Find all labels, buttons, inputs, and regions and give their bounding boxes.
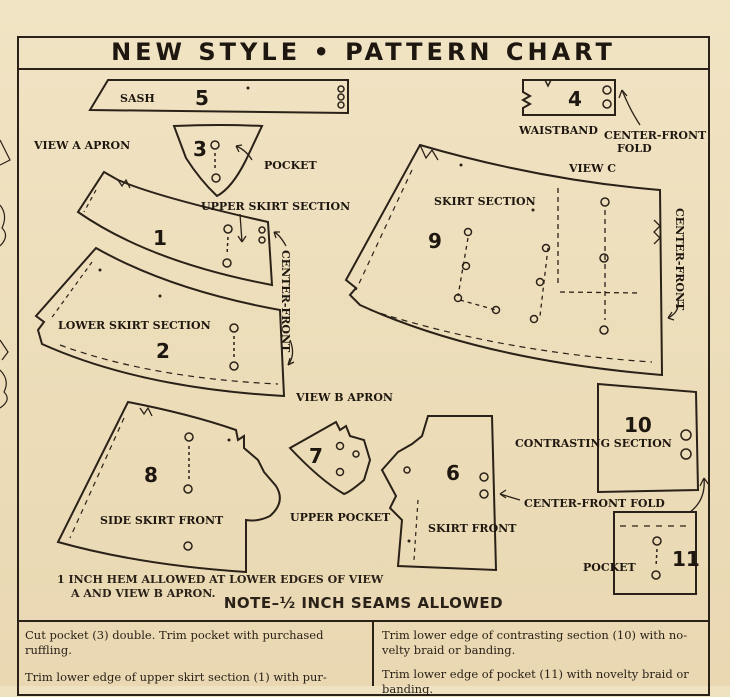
pocket-c-number: 11 — [672, 547, 700, 571]
sash-label: SASH — [120, 92, 155, 105]
waistband-fold-label-2: FOLD — [617, 142, 652, 155]
seam-note: NOTE–½ INCH SEAMS ALLOWED — [223, 594, 504, 612]
instruction-left-2: Trim lower edge of upper skirt section (1) with pur- — [25, 670, 327, 684]
center-front-c-label: CENTER-FRONT — [673, 208, 686, 311]
upper-skirt-number: 1 — [153, 226, 167, 250]
title-bar — [17, 36, 710, 70]
pocket-a-label: POCKET — [264, 159, 317, 172]
instructions-left — [17, 620, 374, 686]
upper-pocket-number: 7 — [309, 444, 323, 468]
side-skirt-number: 8 — [144, 463, 158, 487]
skirt-front-label: SKIRT FRONT — [428, 522, 517, 535]
skirt-front-number: 6 — [446, 461, 460, 485]
instructions-right — [374, 620, 710, 696]
side-skirt-label: SIDE SKIRT FRONT — [100, 514, 224, 527]
instruction-right-1: Trim lower edge of contrasting section (10) with no-velty braid or banding. — [382, 628, 688, 657]
pocket-a-number: 3 — [193, 137, 207, 161]
contrasting-label: CONTRASTING SECTION — [515, 437, 672, 450]
center-front-a-label: CENTER-FRONT — [279, 250, 292, 353]
view-a-label: VIEW A APRON — [34, 139, 131, 152]
margin-sketch — [0, 140, 10, 408]
waistband-label: WAISTBAND — [519, 124, 598, 137]
page-title: NEW STYLE • PATTERN CHART — [111, 38, 616, 66]
upper-skirt-label: UPPER SKIRT SECTION — [201, 200, 351, 213]
instruction-left-1: Cut pocket (3) double. Trim pocket with purchased ruffling. — [25, 628, 324, 657]
sash-number: 5 — [195, 86, 209, 110]
instruction-right-2: Trim lower edge of pocket (11) with novelty braid or banding. — [382, 667, 689, 696]
center-front-fold-label: CENTER-FRONT FOLD — [524, 497, 665, 510]
skirt-section-c-label: SKIRT SECTION — [434, 195, 536, 208]
waistband-fold-label-1: CENTER-FRONT — [604, 129, 707, 142]
waistband-number: 4 — [568, 87, 582, 111]
view-c-label: VIEW C — [569, 162, 617, 175]
view-b-label: VIEW B APRON — [296, 391, 393, 404]
lower-skirt-label: LOWER SKIRT SECTION — [58, 319, 211, 332]
upper-pocket-label: UPPER POCKET — [290, 511, 391, 524]
lower-skirt-number: 2 — [156, 339, 170, 363]
contrasting-number: 10 — [624, 413, 652, 437]
pocket-c-label: POCKET — [583, 561, 636, 574]
hem-note-line-1: 1 INCH HEM ALLOWED AT LOWER EDGES OF VIEW — [57, 573, 384, 586]
hem-note-line-2: A AND VIEW B APRON. — [71, 587, 216, 600]
skirt-section-c-number: 9 — [428, 229, 442, 253]
